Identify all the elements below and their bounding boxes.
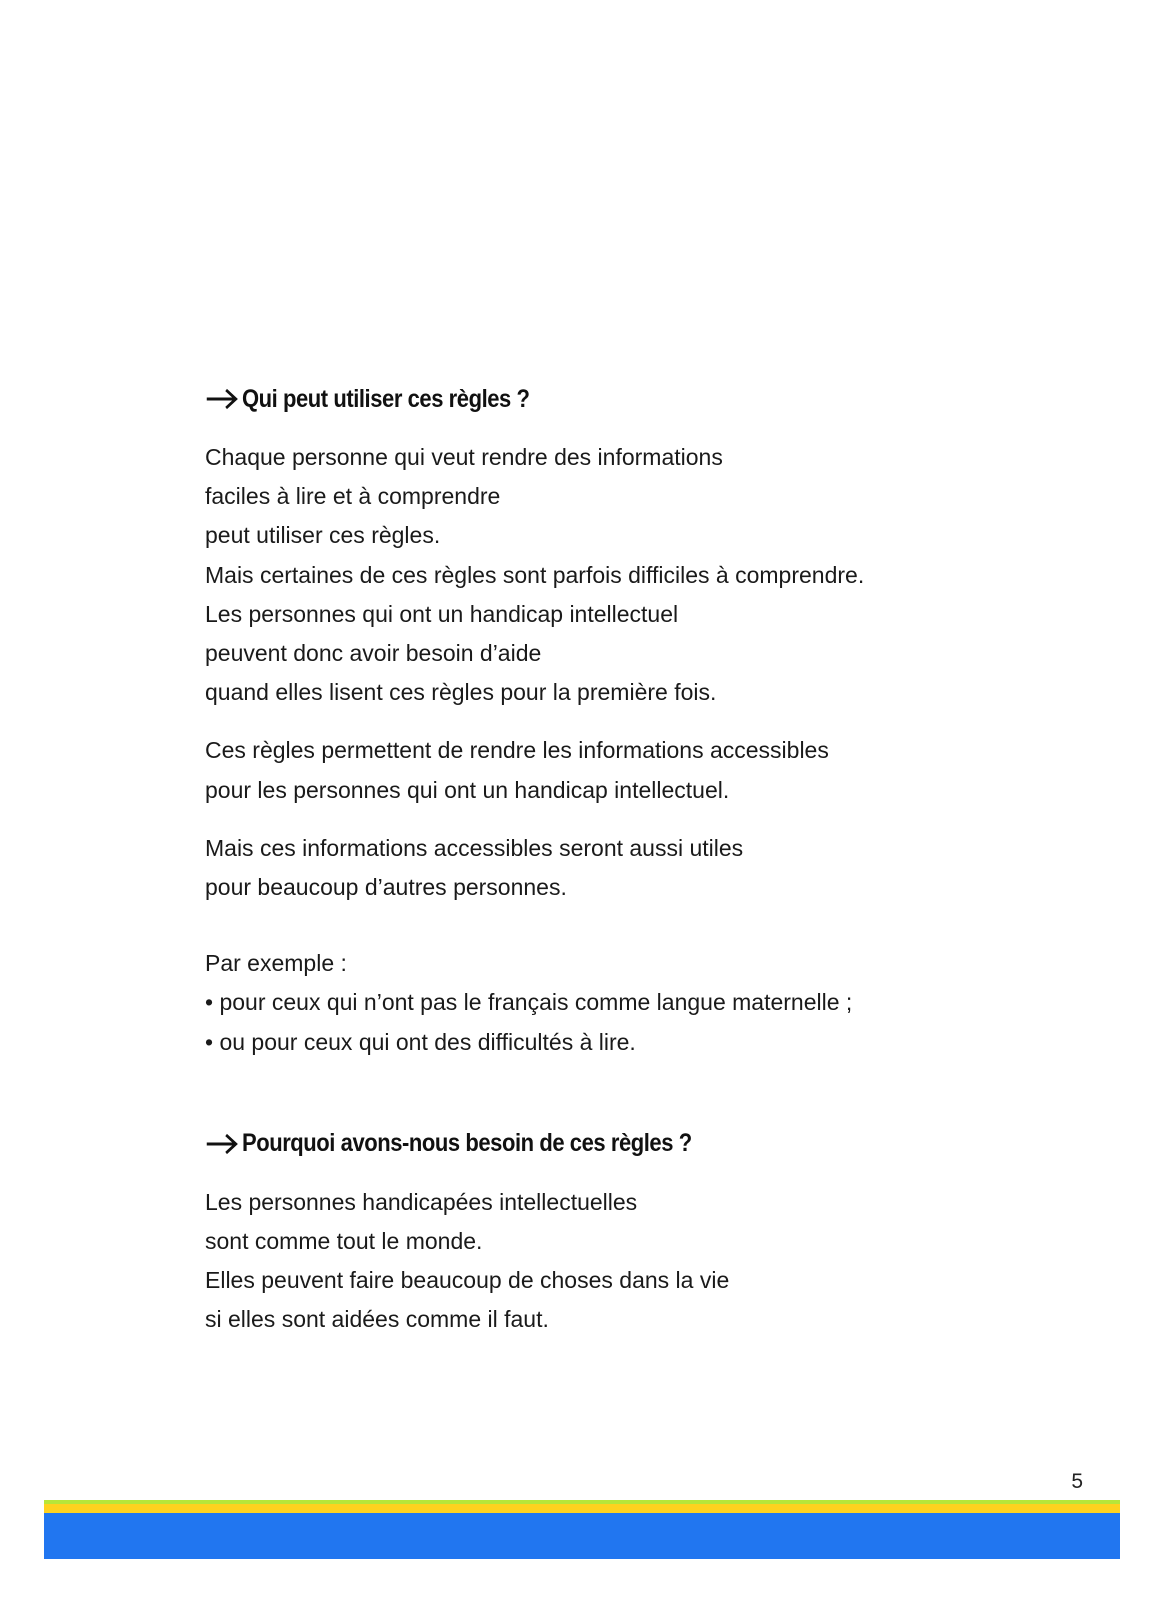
section-heading-who <box>205 380 927 418</box>
text-line: sont comme tout le monde. <box>205 1228 483 1255</box>
text-line: Les personnes qui ont un handicap intellectuel <box>205 600 679 627</box>
page-number: 5 <box>1071 1470 1083 1493</box>
text-line: pour beaucoup d’autres personnes. <box>205 874 567 901</box>
list-item: • pour ceux qui n’ont pas le français comme langue maternelle ; <box>205 989 853 1016</box>
text-line: quand elles lisent ces règles pour la première fois. <box>205 679 717 706</box>
list-item: • ou pour ceux qui ont des difficultés à lire. <box>205 1028 636 1055</box>
text-line: Chaque personne qui veut rendre des informations <box>205 444 723 470</box>
paragraph-example-list <box>205 944 1025 1062</box>
paragraph-why-1 <box>205 1183 1025 1340</box>
text-line: Ces règles permettent de rendre les informations accessibles <box>205 737 829 764</box>
text-line: Les personnes handicapées intellectuelles <box>205 1188 638 1215</box>
text-line: peut utiliser ces règles. <box>205 522 441 549</box>
paragraph-who-2 <box>205 731 1025 809</box>
footer-stripe-yellow <box>44 1504 1120 1513</box>
text-line: si elles sont aidées comme il faut. <box>205 1306 549 1333</box>
text-line: Elles peuvent faire beaucoup de choses dans la vie <box>205 1267 730 1294</box>
text-line: Mais ces informations accessibles seront aussi utiles <box>205 834 744 861</box>
text-line: peuvent donc avoir besoin d’aide <box>205 640 542 667</box>
footer-stripe-blue <box>44 1513 1120 1559</box>
text-line: Par exemple : <box>205 950 347 977</box>
arrow-right-icon <box>205 1133 240 1155</box>
text-line: faciles à lire et à comprendre <box>205 483 501 510</box>
text-line: pour les personnes qui ont un handicap intellectuel. <box>205 776 730 803</box>
text-line: Mais certaines de ces règles sont parfois difficiles à comprendre. <box>205 561 865 588</box>
paragraph-who-3 <box>205 829 1025 907</box>
arrow-right-icon <box>205 388 240 410</box>
section-heading-who-text: Qui peut utiliser ces règles ? <box>241 384 530 413</box>
page-content <box>205 380 1025 1340</box>
paragraph-who-1 <box>205 438 1025 712</box>
section-heading-why-text: Pourquoi avons-nous besoin de ces règles ? <box>241 1129 692 1158</box>
section-heading-why <box>205 1125 927 1163</box>
